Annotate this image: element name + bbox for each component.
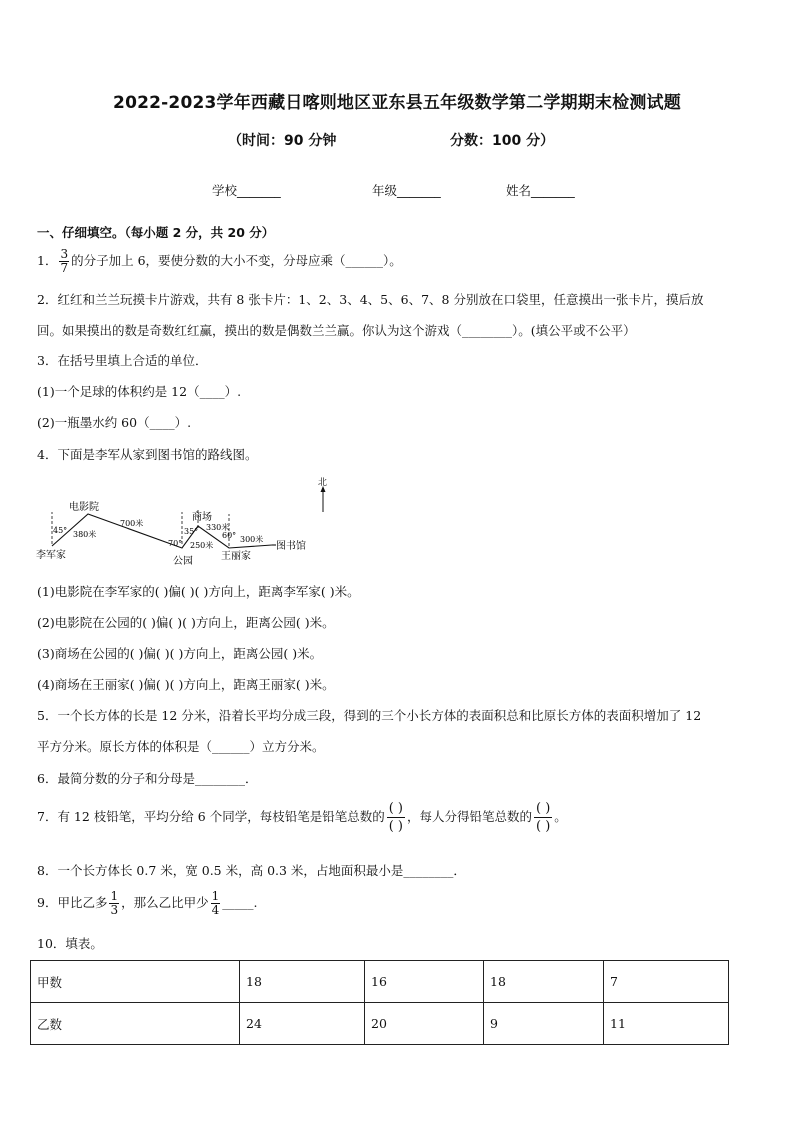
map-distance-300: 300米	[240, 535, 264, 544]
grade-field[interactable]: 年级_______	[372, 183, 441, 198]
question-6: 6．最简分数的分子和分母是________．	[37, 771, 258, 786]
question-3-a: (1)一个足球的体积约是 12（____）.	[37, 384, 242, 399]
q1-frac-denominator: 7	[60, 261, 69, 275]
table-cell: 18	[484, 961, 604, 1003]
q9-frac2-numerator: 1	[211, 889, 220, 903]
section-heading: 一、仔细填空。（每小题 2 分，共 20 分）	[37, 225, 275, 240]
q7-text-1: 7．有 12 枝铅笔，平均分给 6 个同学，每枝铅笔是铅笔总数的	[37, 809, 385, 824]
q7-frac1-numerator: ( )	[388, 801, 403, 816]
map-angle-45: 45°	[53, 526, 68, 535]
map-distance-330: 330米	[206, 523, 230, 532]
map-angle-70: 70°	[168, 539, 183, 548]
q9-fraction-2	[211, 890, 221, 917]
north-label: 北	[318, 478, 328, 488]
map-distance-250: 250米	[190, 541, 214, 550]
question-4-c: (3)商场在公园的( )偏( )( )方向上，距离公园( )米。	[37, 646, 323, 661]
question-3-stem: 3．在括号里填上合适的单位．	[37, 353, 208, 368]
question-4-b: (2)电影院在公园的( )偏( )( )方向上，距离公园( )米。	[37, 615, 335, 630]
table-cell: 18	[240, 961, 365, 1003]
q1-number: 1．	[37, 253, 58, 268]
table-cell: 甲数	[31, 961, 240, 1003]
table-row	[31, 1003, 729, 1045]
name-field[interactable]: 姓名_______	[506, 183, 575, 198]
question-8: 8．一个长方体长 0.7 米，宽 0.5 米，高 0.3 米，占地面积最小是________．	[37, 863, 466, 878]
north-arrow-icon	[318, 476, 327, 512]
table-cell: 7	[604, 961, 729, 1003]
map-wangli-label: 王丽家	[221, 551, 251, 562]
q9-text-2: ，那么乙比甲少	[121, 895, 209, 910]
map-lijun-label: 李军家	[36, 550, 66, 561]
q1-fraction	[59, 248, 69, 275]
question-9	[37, 890, 257, 917]
map-distance-380: 380米	[73, 530, 97, 539]
question-4-a: (1)电影院在李军家的( )偏( )( )方向上，距离李军家( )米。	[37, 584, 360, 599]
q9-text-1: 9．甲比乙多	[37, 895, 108, 910]
table-cell: 24	[240, 1003, 365, 1045]
table-cell: 11	[604, 1003, 729, 1045]
q9-frac1-numerator: 1	[110, 889, 119, 903]
question-5-line2: 平方分米。原长方体的体积是（______）立方分米。	[37, 739, 325, 754]
q7-frac2-denominator: ( )	[536, 819, 551, 834]
question-1	[37, 248, 402, 275]
q7-fraction-1	[387, 800, 405, 835]
question-5-line1: 5．一个长方体的长是 12 分米，沿着长平均分成三段，得到的三个小长方体的表面积总和比原长方体的表面积增加了 12	[37, 708, 702, 723]
q7-text-3: 。	[554, 809, 567, 824]
q9-fraction-1	[109, 890, 119, 917]
question-4-stem: 4．下面是李军从家到图书馆的路线图。	[37, 447, 258, 462]
table-cell: 16	[365, 961, 484, 1003]
question-10-stem: 10．填表。	[37, 936, 103, 951]
school-field[interactable]: 学校_______	[212, 183, 281, 198]
map-distance-700: 700米	[120, 519, 144, 528]
q9-frac2-denominator: 4	[211, 903, 220, 917]
route-map	[36, 476, 326, 572]
question-3-b: (2)一瓶墨水约 60（____）.	[37, 415, 192, 430]
table-cell: 20	[365, 1003, 484, 1045]
table-row	[31, 961, 729, 1003]
question-2-line2: 回。如果摸出的数是奇数红红赢，摸出的数是偶数兰兰赢。你认为这个游戏（________）。(填公平或不公平）	[37, 323, 636, 338]
question-2-line1: 2．红红和兰兰玩摸卡片游戏，共有 8 张卡片：1、2、3、4、5、6、7、8 分别放在口袋里，任意摸出一张卡片，摸后放	[37, 292, 704, 307]
map-park-label: 公园	[173, 556, 193, 567]
map-library-label: 图书馆	[276, 541, 306, 552]
q9-frac1-denominator: 3	[110, 903, 119, 917]
q1-text: 的分子加上 6，要使分数的大小不变，分母应乘（______）。	[71, 253, 402, 268]
question-4-d: (4)商场在王丽家( )偏( )( )方向上，距离王丽家( )米。	[37, 677, 335, 692]
map-angle-60: 60°	[222, 531, 237, 540]
time-info: （时间：90 分钟	[228, 133, 337, 149]
table-cell: 乙数	[31, 1003, 240, 1045]
page-title: 2022-2023学年西藏日喀则地区亚东县五年级数学第二学期期末检测试题	[113, 93, 681, 113]
q1-frac-numerator: 3	[60, 247, 69, 261]
table-cell: 9	[484, 1003, 604, 1045]
q7-text-2: ，每人分得铅笔总数的	[407, 809, 533, 824]
q9-text-3: _____.	[222, 895, 258, 910]
q7-frac1-denominator: ( )	[388, 819, 403, 834]
q7-fraction-2	[534, 800, 552, 835]
q7-frac2-numerator: ( )	[536, 801, 551, 816]
fill-table	[30, 960, 729, 1045]
score-info: 分数：100 分）	[450, 133, 555, 149]
question-7	[37, 800, 567, 835]
map-cinema-label: 电影院	[69, 502, 99, 513]
map-angle-35: 35°	[184, 527, 199, 536]
map-mall-label: 商场	[192, 512, 212, 523]
